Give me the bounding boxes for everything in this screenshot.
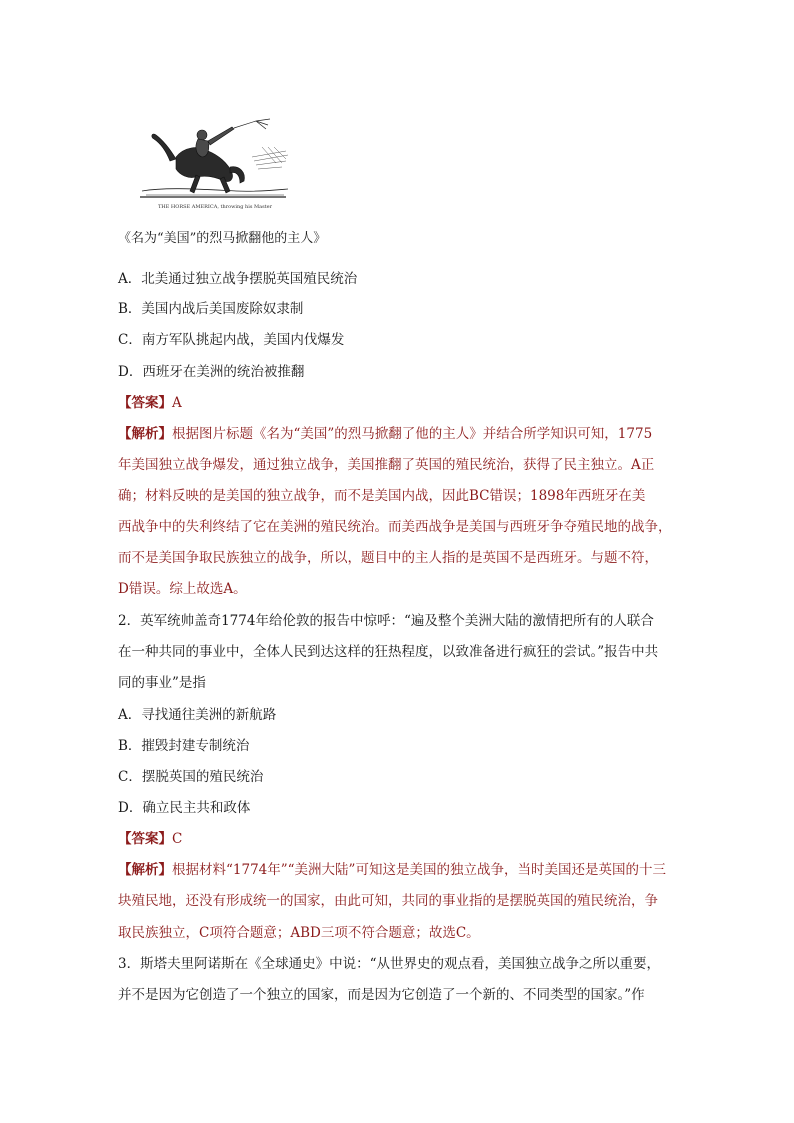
q2-stem-line-2: 在一种共同的事业中，全体人民到达这样的狂热程度，以致准备进行疯狂的尝试。”报告中共: [118, 644, 659, 660]
q1-option-c: C．南方军队挑起内战，美国内伐爆发: [118, 332, 345, 348]
q2-analysis-line-2: 块殖民地，还没有形成统一的国家，由此可知，共同的事业指的是摆脱英国的殖民统治，争: [118, 893, 658, 909]
q1-answer: [118, 392, 182, 414]
horse-america-illustration: [136, 117, 294, 213]
q1-option-d: D．西班牙在美洲的统治被推翻: [118, 364, 305, 380]
q2-analysis-text-1: 根据材料“1774年”“美洲大陆”可知这是美国的独立战争，当时美国还是英国的十三: [172, 862, 666, 878]
q1-analysis-line-6: D错误。综上故选A。: [118, 581, 247, 597]
q2-answer: [118, 828, 182, 850]
q1-analysis-line-5: 而不是美国争取民族独立的战争，所以，题目中的主人指的是英国不是西班牙。与题不符，: [118, 550, 658, 566]
q1-analysis-line-1: [118, 423, 652, 445]
q1-analysis-line-4: 西战争中的失利终结了它在美洲的殖民统治。而美西战争是美国与西班牙争夺殖民地的战争，: [118, 519, 672, 535]
q1-answer-tag: 【答案】: [118, 395, 172, 411]
q2-option-a: A．寻找通往美洲的新航路: [118, 707, 277, 723]
q2-option-b: B．摧毁封建专制统治: [118, 738, 250, 754]
q1-analysis-line-3: 确；材料反映的是美国的独立战争，而不是美国内战，因此BC错误；1898年西班牙在美: [118, 488, 646, 504]
q1-analysis-text-1: 根据图片标题《名为“美国”的烈马掀翻了他的主人》并结合所学知识可知，1775: [172, 426, 653, 442]
q2-analysis-line-3: 取民族独立，C项符合题意；ABD三项不符合题意；故选C。: [118, 925, 480, 941]
q2-analysis-line-1: [118, 859, 666, 881]
q2-stem-line-1: 2．英军统帅盖奇1774年给伦敦的报告中惊呼：“遍及整个美洲大陆的激情把所有的人联合: [118, 613, 654, 629]
q2-option-c: C．摆脱英国的殖民统治: [118, 769, 264, 785]
q2-analysis-tag: 【解析】: [118, 862, 172, 878]
illustration-caption: THE HORSE AMERICA, throwing his Master: [157, 204, 273, 210]
q1-option-a: A．北美通过独立战争摆脱英国殖民统治: [118, 271, 358, 287]
figure-caption: 《名为“美国”的烈马掀翻他的主人》: [118, 231, 327, 246]
q3-stem-line-2: 并不是因为它创造了一个独立的国家，而是因为它创造了一个新的、不同类型的国家。”作: [118, 987, 645, 1003]
q3-stem-line-1: 3．斯塔夫里阿诺斯在《全球通史》中说：“从世界史的观点看，美国独立战争之所以重要，: [118, 956, 660, 972]
q1-analysis-line-2: 年美国独立战争爆发，通过独立战争，美国推翻了英国的殖民统治，获得了民主独立。A正: [118, 457, 655, 473]
q2-answer-tag: 【答案】: [118, 831, 172, 847]
q1-option-b: B．美国内战后美国废除奴隶制: [118, 301, 304, 317]
q1-answer-value: A: [172, 395, 182, 411]
q1-analysis-tag: 【解析】: [118, 426, 172, 442]
q2-stem-line-3: 同的事业”是指: [118, 675, 206, 691]
q2-answer-value: C: [172, 831, 183, 847]
q2-option-d: D．确立民主共和政体: [118, 800, 251, 816]
